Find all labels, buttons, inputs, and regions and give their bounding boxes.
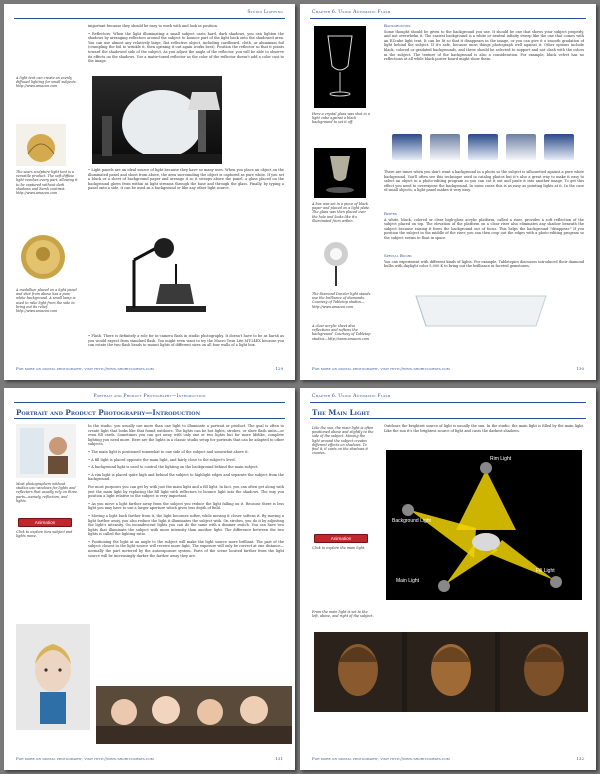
animation-button[interactable]: Animation — [18, 518, 72, 527]
background-swatches — [390, 130, 580, 166]
light-tent-illustration — [92, 76, 222, 164]
header-rule — [14, 402, 285, 403]
caption-main-light: Like the sun, the main light is often positioned above and slightly to the side of the subject. Moving the light around the subject creates different effects on shadows. To find it, it casts on the shadows it creates. — [312, 426, 374, 456]
paragraph: • The main light is positioned somewhat to one side of the subject and somewhat above it. — [88, 449, 249, 454]
dazzler-light-photo — [314, 238, 366, 288]
animation-button[interactable]: Animation — [314, 534, 368, 543]
page-131 — [4, 388, 295, 770]
background-light-label: Background Light — [392, 518, 431, 524]
special-bulbs-section — [384, 252, 584, 280]
body-text-bottom — [88, 334, 284, 358]
backgrounds-section — [384, 22, 584, 130]
page-footer — [312, 366, 584, 371]
risers-section — [384, 210, 584, 252]
paragraph: There are times when you don't want a background in a photo so the subject is silhouetted against a pure white background. You'll often see this technique used in catalog photos but it's also a great way to make it easy to select an object in a photo-editing program so you can cut it out and paste it into another image. To get this effect you need to overexpose the background. In some cases this is as easy as pointing lights at it. In the case of small objects, a light panel makes it very easy. — [384, 170, 584, 193]
footer-text[interactable]: For more on digital photography, visit http://www.shortcourses.com — [16, 756, 154, 761]
page-number: 132 — [576, 756, 584, 761]
running-header: Chapter 6. Using Automatic Flash — [312, 394, 391, 399]
page-number: 130 — [576, 366, 584, 371]
paragraph: • A rim light is placed quite high and behind the subject to highlight edges and separate the subject from the background. — [88, 472, 284, 482]
silhouette-text — [384, 170, 584, 210]
head-vase-photo — [16, 624, 90, 730]
main-light-label: Main Light — [396, 578, 420, 584]
caption-window-lighting: Most photographers without studios use windows for lights and reflectors that usually rely on three parts—namely, reflectors, and lights. — [16, 482, 78, 503]
footer-text[interactable]: For more on digital photography, visit http://www.shortcourses.com — [312, 366, 450, 371]
acrylic-riser-photo — [406, 286, 556, 332]
bust-photos — [314, 632, 588, 712]
running-header: Chapter 6. Using Automatic Flash — [312, 10, 391, 15]
window-portrait-photo — [16, 424, 76, 478]
paragraph: • Flash. There is definitely a role for in-camera flash in studio photography. It doesn't have to be as harsh as you would expect from standard flash. You might even want to try the Macro Twin Lite MT-24EX because you can rotate the two flash heads to mount lights of different sizes on all four walls of a light box. — [88, 334, 284, 348]
paragraph: • Moving a light back farther from it, the light becomes softer, while moving it closer softens it. By moving a light farther away, you also reduce the light it illuminates the subject with. On strobes, you do it by adjusting the light's intensity. On incandescent lights you can do the same with a dimmer switch. You can have two lights that illuminate the subject with more intensity than another light. The difference between the two lights is called the lighting ratio. — [88, 513, 284, 537]
header-rule — [14, 18, 285, 19]
lighting-diagram — [386, 450, 582, 600]
paragraph: Some thought should be given to the background you use. It should be one that shows your subject properly, and not overwhelm it. The easiest background is a white or neutral infinity sweep like the one that comes with an EZcube light tent. It can be lit so that it disappears in the image, or you can give it a smooth gradation of light behind the subject. If it's safe, because most things photograph well against it. Other options include black, colored or gradated backgrounds, and these should be selected to support and not clash with the colors in the subject. The texture of the background is also a consideration. For example, black velvet has no reflections at all while black poster board might show them. — [384, 29, 584, 62]
caption-crystal-glass: Here a crystal glass was shot in a light cube against a black background to set it off. — [312, 112, 370, 125]
page-footer — [312, 756, 584, 761]
body-text-top — [88, 24, 284, 72]
figurines-photo — [96, 686, 292, 744]
page-title: The Main Light — [312, 408, 370, 417]
light-tent-photo — [92, 76, 222, 164]
paragraph: important because they should be easy to work with and look in position. — [88, 24, 219, 28]
header-rule — [310, 18, 586, 19]
body-text-middle — [88, 168, 284, 226]
page-title: Portrait and Product Photography—Introduction — [16, 408, 201, 417]
animation-hint: Click to explore how subject and lights move. — [16, 530, 73, 539]
header-rule — [310, 402, 586, 403]
caption-acrylic: A clear acrylic sheet also reflections and softens the background. Courtesy of Tabletop studios—http://www.amazon.com — [312, 324, 371, 341]
animation-hint: Click to explore the main light. — [312, 546, 366, 550]
footer-text[interactable]: For more on digital photography, visit http://www.shortcourses.com — [16, 366, 154, 371]
running-header: Studio Lighting — [247, 10, 283, 15]
running-header: Portrait and Product Photography—Introduction — [93, 394, 206, 399]
bust-photo-row — [314, 632, 588, 712]
page-number: 131 — [275, 756, 283, 761]
caption-light-tent: A light tent can create an evenly diffused lighting for small subjects. http://www.amazon.com — [16, 76, 77, 89]
caption-beethoven: From the main light is set to the left, above, and right of the subject. — [312, 610, 374, 619]
intro-text — [384, 424, 584, 446]
paragraph: • Positioning the light at an angle to the subject will make the light source more brilliant. The part of the subject closest to the light source will receive more light. The exposure will only be correct at one distance—normally the part metered by the autoexposure system. Parts of the scene located farther from the light source will be increasingly darker the farther away they are. — [88, 539, 284, 558]
paragraph: For most purposes you can get by with just the main light and a fill light. In fact, you can often get along with just the main light by replacing the fill light with reflectors to bounce light into the shadows. The way you position a light relative to the subject is very important. — [88, 484, 284, 499]
medallion-photo — [18, 232, 68, 282]
sculpture-photo — [16, 124, 66, 166]
title-rule — [14, 418, 285, 419]
section-heading-backgrounds: Backgrounds — [384, 23, 411, 28]
title-rule — [310, 418, 586, 419]
fill-light-label: Fill Light — [536, 568, 555, 574]
page-footer — [16, 366, 283, 371]
paragraph: In the studio, you usually use more than one light to illuminate a portrait or product. The goal is often to create light that looks like that found outdoors. The lights can be hot lights, strobes, or slave flash units—or even fill cards. Sometimes you can get away with only one or two lights but for more lifelike, complete lighting you need more. Here are the lights in a classic studio setup for portraits that can be adapted to other subjects. — [88, 424, 284, 447]
page-130 — [300, 4, 596, 380]
section-heading-risers: Risers — [384, 211, 397, 216]
paragraph: • Reflectors. When the light illuminating a small subject casts hard, dark shadows, you can lighten the shadows by arranging reflectors around the subject to bounce part of the light back onto the shadowed area. You can use almost any relatively large, flat reflective object, including cardboard, cloth, or aluminum foil (crumpling the foil to wrinkle it, then opening it out again works best). Position the reflector so that it points toward the shadowed side of the subject. As you adjust the angle of the reflector, you will be able to observe its effects on the shadows. Use a matte-toned reflector as the color of the reflector doesn't add a color cast to the image. — [88, 31, 284, 64]
caption-sculpture: The sears sculpture light tent is a versatile product. The soft diffuse light reaches every part, allowing it to be captured without dark shadows and harsh contrast. http://www.amazon.com — [16, 170, 78, 196]
page-132 — [300, 388, 596, 770]
paragraph: You can experiment with different kinds of lights. For example, Tabletopics discusses introduced their diamond bulbs with daylight color 5,000 K to bring out the brilliance in faceted gemstones. — [384, 259, 584, 269]
page-129 — [4, 4, 295, 380]
caption-medallion: A medallion placed on a light panel and shot from above has a pure white background. A small lamp is used to rake light from the side to bring out its relief. http://www.amazon.com — [16, 288, 77, 314]
lamp-photo — [120, 230, 210, 320]
footer-text[interactable]: For more on digital photography, visit http://www.shortcourses.com — [312, 756, 450, 761]
paragraph: Outdoors the brightest source of light is usually the sun. In the studio, the main light is filled by the main light. Like the sun it's the brightest source of light and casts the darkest shadows. — [384, 424, 584, 433]
caption-dazzler: The Diamond Dazzler light stands use the brilliance of diamonds. Courtesy of Tabletop studios—http://www.amazon.com — [312, 292, 371, 309]
page-footer — [16, 756, 283, 761]
lamp-illustration — [120, 230, 210, 320]
crystal-glass-photo — [314, 26, 366, 108]
caption-glowing-glass: A box was set in a piece of black paper and placed on a light plate. The glass was then placed over the hole and looks like it's illuminated from within. — [312, 202, 371, 223]
paragraph: • Light panels are an ideal source of light because they have so many uses. When you place an object on the illuminated panel and shoot from above, the area surrounding the object is captured as pure white. If you set a black or a sheet of background paper and arrange it so it sweeps above the panel, a glass placed on the background glows from within as light streams through the base and through the glass. Finally, by typing a panel onto a side, it can be used as a background or like any other light source. — [88, 168, 284, 191]
page-number: 129 — [275, 366, 283, 371]
paragraph: • A background light is used to control the lighting on the background behind the main subject. — [88, 465, 259, 470]
section-heading-special-bulbs: Special Bulbs — [384, 253, 412, 258]
paragraph: • A fill light is placed opposite the main light, and fairly close to the subject's level. — [88, 457, 236, 462]
rim-light-label: Rim Light — [490, 456, 512, 462]
paragraph: • As you move a light farther away from the subject you reduce the light falling on it. Because there is less light you may have to use a larger aperture which gives less depth of field. — [88, 501, 284, 511]
paragraph: A white, black, colored or clear high-gloss acrylic platform, called a riser, provides a soft reflection of the subject placed on top. The elevation of the platform on a clear riser also eliminates any shadow beneath the subject because raising it frees the background out of focus. This helps the background "disappear." If you position the subject in the middle of the riser, you can then crop out the edges with a photo-editing program so the subject seems to float in space. — [384, 217, 584, 240]
glowing-glass-photo — [314, 148, 366, 198]
